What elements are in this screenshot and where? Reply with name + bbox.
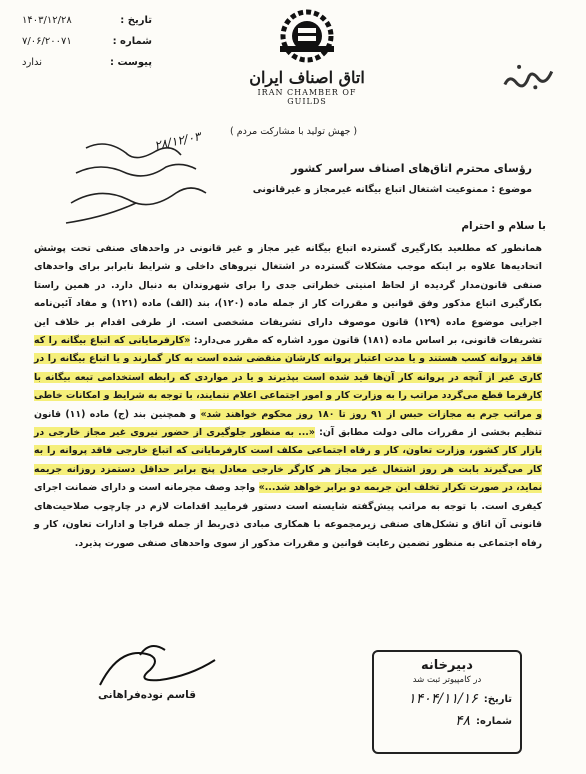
quote-article-11: «... به منظور جلوگیری از حضور نیروی غیر مجاز خارجی در بازار کار کشور، وزارت تعاون، کار و رفاه اجتماعی مکلف است کارفرمایانی که اتباع خارجی فاقد پروانه را به کار می‌گیرند بابت هر روز اشتغال غیر مجاز هر کارگر خارجی معادل پنج برابر حداقل دستمزد روزانه جریمه نماید، در صورت تکرار تخلف این جریمه دو برابر خواهد شد...» <box>34 427 542 494</box>
org-logo <box>237 6 377 106</box>
subject-line <box>253 184 532 195</box>
meta-number-row <box>22 31 152 52</box>
meta-number-value: ۷/۰۶/۲۰۰۷۱ <box>22 36 72 47</box>
letter-body <box>34 240 542 553</box>
subject-text: ممنوعیت اشتغال اتباع بیگانه غیرمجاز و غیرقانونی <box>252 184 489 195</box>
addressee: رؤسای محترم اتاق‌های اصناف سراسر کشور <box>291 162 532 175</box>
org-name-en: IRAN CHAMBER OF GUILDS <box>257 88 357 106</box>
meta-date-row <box>22 10 152 31</box>
paragraph-1: همانطور که مطلعید بکارگیری گسترده اتباع بیگانه غیر مجاز و غیر قانونی در واحدهای صنفی تحت پوشش اتحادیه‌ها علاوه بر اینکه موجب مشکلات گسترده در اشتغال نیروهای داخلی و شرایط نابرابر برای واحدهای صنفی قانون‌مدار گردیده از لحاظ امنیتی خطراتی جدی را برای شهروندان به دنبال دارد. در همین راستا بکارگیری اتباع مذکور وفق قوانین و مقررات کار از جمله ماده (۱۲۰)، بند (الف) ماده (۱۲۱) و مفاد آئین‌نامه اجرایی موضوع ماده (۱۲۹) قانون موصوف دارای تشریفات مشخصی است. از طرفی اقدام بر خلاف این تشریفات قانونی، بر اساس ماده (۱۸۱) قانون مورد اشاره که مقرر می‌دارد: <box>34 243 543 347</box>
slogan: ( جهش تولید با مشارکت مردم ) <box>230 126 358 137</box>
paragraph-3: واجد وصف مجرمانه است و دارای ضمانت اجرای کیفری است. با توجه به مراتب پیش‌گفته شایسته است دستور فرمایید اقدامات لازم در چارچوب صلاحیت‌های قانونی آن اتاق و تشکل‌های صنفی زیرمجموعه با همکاری مبادی ذی‌ربط از جمله فراجا و ادارات تعاون، کار و رفاه اجتماعی به منظور تضمین رعایت قوانین و مقررات مذکور از سوی واحدهای صنفی صورت پذیرد. <box>34 482 542 549</box>
greeting: با سلام و احترام <box>461 220 546 232</box>
subject-label: موضوع : <box>491 184 532 195</box>
handwritten-date: ۲۸/۱۲/۰۳ <box>153 129 202 153</box>
stamp-subtitle: در کامپیوتر ثبت شد <box>412 675 482 685</box>
stamp-number-label: شماره: <box>476 715 512 727</box>
stamp-number-value: ۴۸ <box>455 713 471 729</box>
registry-stamp <box>372 650 522 754</box>
org-name-fa: اتاق اصناف ایران <box>249 68 365 87</box>
meta-attachment-value: ندارد <box>22 57 43 68</box>
signatory-name: قاسم نوده‌فراهانی <box>98 689 196 701</box>
stamp-title: دبیرخانه <box>421 658 473 673</box>
stamp-date-label: تاریخ: <box>483 693 512 705</box>
stamp-number-row <box>382 713 512 729</box>
meta-attachment-row <box>22 52 152 73</box>
stamp-date-row <box>382 691 512 707</box>
meta-number-label: شماره : <box>112 36 152 47</box>
meta-date-value: ۱۴۰۳/۱۲/۲۸ <box>22 15 72 26</box>
meta-date-label: تاریخ : <box>120 15 152 26</box>
meta-attachment-label: پیوست : <box>109 57 152 68</box>
paragraph-2-intro: و همچنین بند (ج) ماده (۱۱) قانون تنظیم بخشی از مقررات مالی دولت مطابق آن: <box>34 408 542 439</box>
corner-calligraphy-icon <box>498 55 557 95</box>
handwritten-note <box>56 128 236 238</box>
handwriting-scribble-icon <box>56 128 236 238</box>
letter-meta <box>22 10 152 73</box>
stamp-date-value: ۱۴۰۴/۱۱/۱۶ <box>408 691 478 707</box>
quote-article-181: «کارفرمایانی که اتباع بیگانه را که فاقد پروانه کسب هستند و یا مدت اعتبار پروانه کارشان منقضی شده است به کار گمارند و یا اتباع بیگانه را در کاری غیر از آنچه در پروانه کار آن‌ها قید شده است بپذیرند و یا در مواردی که رابطه استخدامی تبعه بیگانه با کارفرما قطع می‌گردد مراتب را به وزارت کار و امور اجتماعی اعلام ننمایند، با توجه به شرایط و امکانات خاطی و مراتب جرم به مجازات حبس از ۹۱ روز تا ۱۸۰ روز محکوم خواهند شد» <box>34 335 542 420</box>
guilds-emblem-icon <box>272 6 342 68</box>
